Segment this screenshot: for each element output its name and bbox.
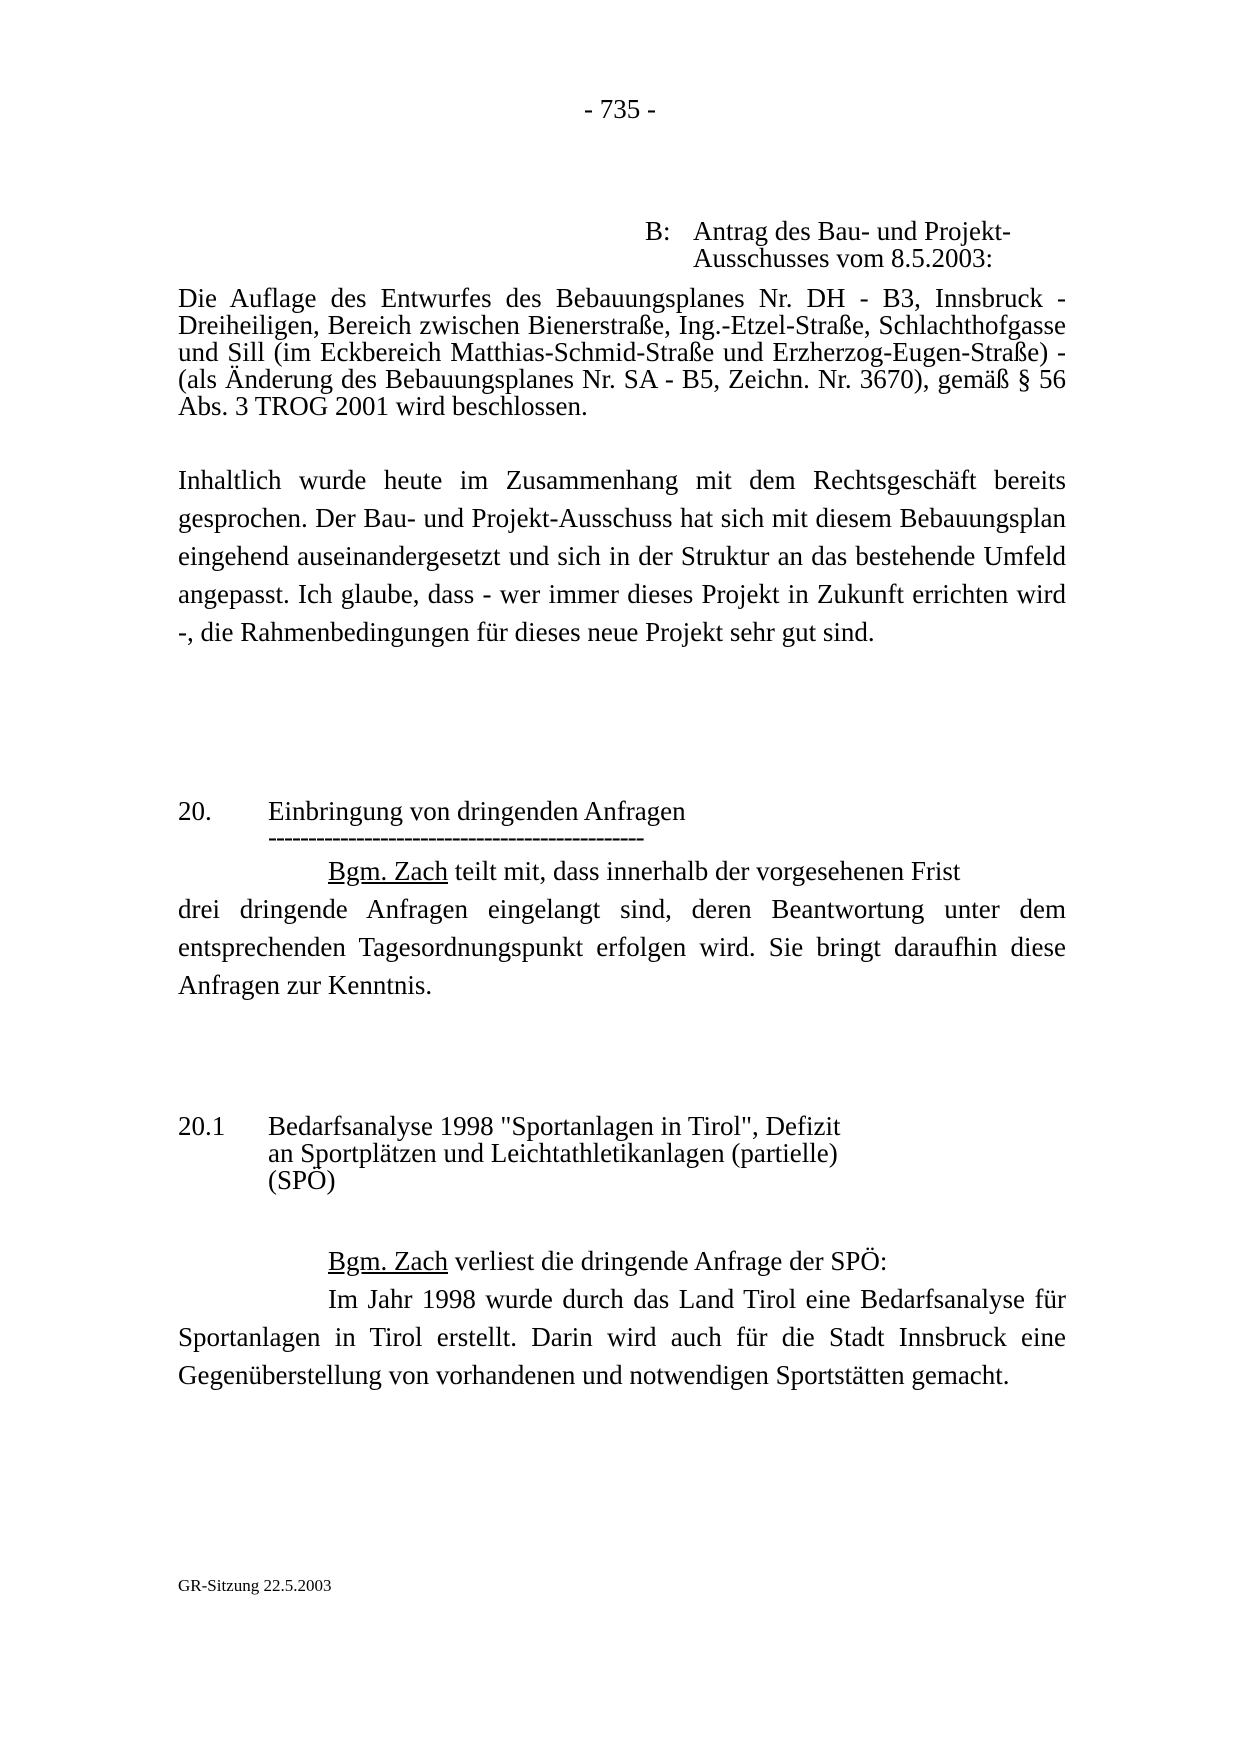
item-20-1-title-line3: (SPÖ) (268, 1165, 336, 1195)
motion-b-label: B: (645, 216, 671, 246)
page-number: - 735 - (584, 94, 656, 124)
footer: GR-Sitzung 22.5.2003 (178, 1576, 332, 1595)
item-20-1-speaker-line: verliest die dringende Anfrage der SPÖ: (447, 1246, 888, 1276)
item-20-separator: ----------------------------------------------- (268, 822, 644, 852)
resolution-text: Die Auflage des Entwurfes des Bebauungsplanes Nr. DH - B3, Innsbruck - Dreiheiligen, Bereich zwischen Bienerstraße, Ing.-Etzel-Straße, Schlachthofgasse und Sill (im Eckbereich Matthias-Schmid-Straße und Erzherzog-Eugen-Straße) - (als Änderung des Bebauungsplanes Nr. SA - B5, Zeichn. Nr. 3670), gemäß § 56 Abs. 3 TROG 2001 wird beschlossen. (178, 283, 1066, 421)
item-20-statement (178, 852, 1066, 1004)
item-20-body: drei dringende Anfragen eingelangt sind, deren Beantwortung unter dem entsprechenden Tagesordnungspunkt erfolgen wird. Sie bringt daraufhin diese Anfragen zur Kenntnis. (178, 894, 1066, 1000)
motion-b-title-line2: Ausschusses vom 8.5.2003: (693, 243, 994, 273)
motion-b-heading (645, 218, 1011, 272)
motion-b-title-line1: Antrag des Bau- und Projekt- (693, 216, 1011, 246)
item-20-1-title-line1: Bedarfsanalyse 1998 "Sportanlagen in Tirol", Defizit (268, 1111, 841, 1141)
item-20-number: 20. (178, 796, 212, 826)
item-20-1-body: Im Jahr 1998 wurde durch das Land Tirol eine Bedarfsanalyse für Sportanlagen in Tirol erstellt. Darin wird auch für die Stadt Innsbruck eine Gegenüberstellung von vorhandenen und notwendigen Sportstätten gemacht. (178, 1284, 1066, 1390)
item-20-1-number: 20.1 (178, 1111, 226, 1141)
item-20-1-speaker: Bgm. Zach (328, 1246, 448, 1276)
item-20-first-line: teilt mit, dass innerhalb der vorgesehenen Frist (447, 856, 961, 886)
item-20-speaker: Bgm. Zach (328, 856, 448, 886)
item-20-1-title-line2: an Sportplätzen und Leichtathletikanlagen (partielle) (268, 1138, 838, 1168)
item-20-title: Einbringung von dringenden Anfragen (268, 796, 686, 826)
comment-paragraph: Inhaltlich wurde heute im Zusammenhang mit dem Rechtsgeschäft bereits gesprochen. Der Bau- und Projekt-Ausschuss hat sich mit diesem Bebauungsplan eingehend auseinandergesetzt und sich in der Struktur an das bestehende Umfeld angepasst. Ich glaube, dass - wer immer dieses Projekt in Zukunft errichten wird -, die Rahmenbedingungen für dieses neue Projekt sehr gut sind. (178, 465, 1066, 647)
item-20-1-statement (178, 1242, 1066, 1394)
item-20-1-title (268, 1113, 840, 1194)
